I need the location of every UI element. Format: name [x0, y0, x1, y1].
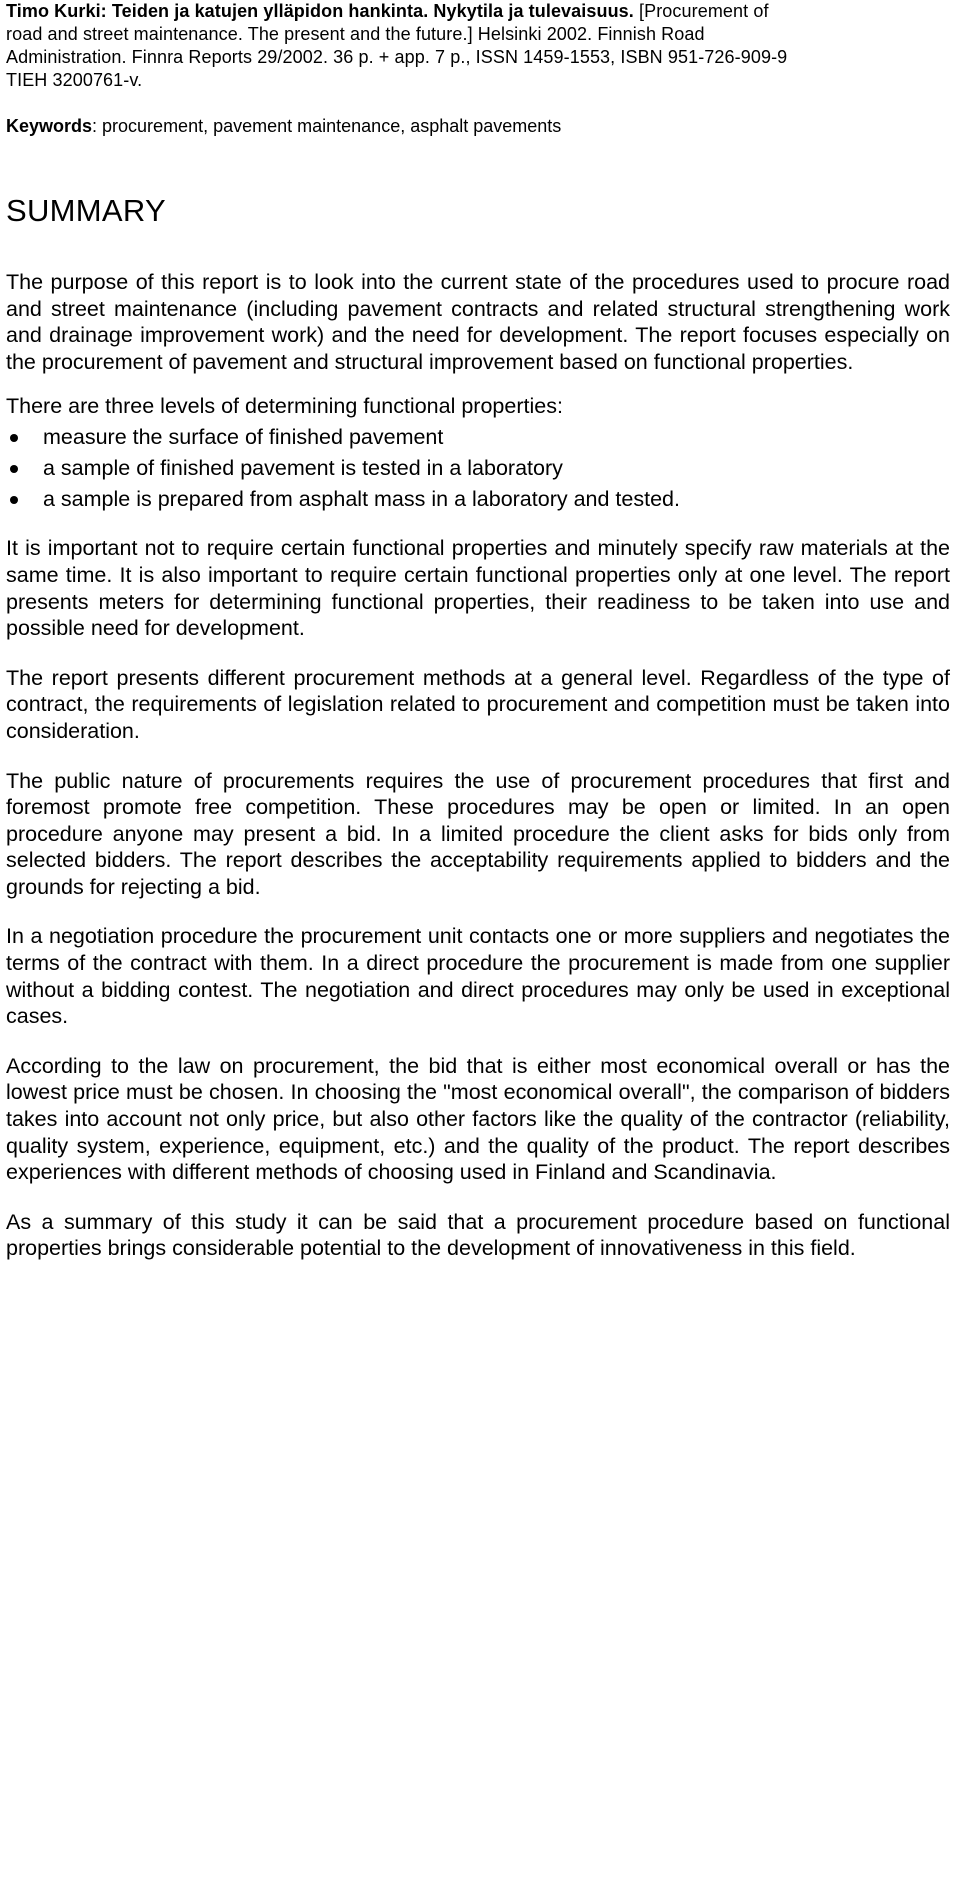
summary-heading: SUMMARY [6, 193, 166, 228]
bullet-icon [10, 496, 18, 504]
keywords-label: Keywords [6, 116, 93, 136]
functional-levels-list [6, 424, 950, 512]
paragraph-methods: The report presents different procurement methods at a general level. Regardless of the type of contract, the requirements of legislation related to procurement and competition must be taken into consideration. [6, 665, 950, 743]
publication-details: [Procurement of road and street maintenance. The present and the future.] Helsinki 2002. Finnish Road Administration. Finnra Reports 29/2002. 36 p. + app. 7 p., ISSN 1459-1553, ISBN 951-726-909-9 TIEH 3200761-v. [6, 1, 788, 90]
list-item-text: a sample is prepared from asphalt mass in a laboratory and tested. [43, 486, 680, 511]
paragraph-selection-law: According to the law on procurement, the bid that is either most economical overall or has the lowest price must be chosen. In choosing the "most economical overall", the comparison of bidders takes into account not only price, but also other factors like the quality of the contractor (reliability, quality system, experience, equipment, etc.) and the quality of the product. The report describes experiences with different methods of choosing used in Finland and Scandinavia. [6, 1053, 950, 1185]
bibliographic-reference [6, 0, 806, 92]
list-item [6, 486, 950, 513]
paragraph-levels-intro: There are three levels of determining functional properties: [6, 394, 563, 419]
list-item-text: measure the surface of finished pavement [43, 424, 444, 449]
paragraph-public-nature: The public nature of procurements requires the use of procurement procedures that first and foremost promote free competition. These procedures may be open or limited. In an open procedure anyone may present a bid. In a limited procedure the client asks for bids only from selected bidders. The report describes the acceptability requirements applied to bidders and the grounds for rejecting a bid. [6, 768, 950, 899]
list-item-text: a sample of finished pavement is tested in a laboratory [43, 455, 563, 480]
list-item [6, 424, 950, 451]
paragraph-negotiation: In a negotiation procedure the procurement unit contacts one or more suppliers and negotiates the terms of the contract with them. In a direct procedure the procurement is made from one supplier without a bidding contest. The negotiation and direct procedures may only be used in exceptional cases. [6, 924, 950, 1029]
bullet-icon [10, 434, 18, 442]
document-page [6, 0, 950, 1262]
author-and-title: Timo Kurki: Teiden ja katujen ylläpidon hankinta. Nykytila ja tulevaisuus. [6, 1, 634, 21]
list-item [6, 455, 950, 482]
paragraph-conclusion: As a summary of this study it can be said that a procurement procedure based on functional properties brings considerable potential to the development of innovativeness in this field. [6, 1209, 950, 1261]
keywords-line [6, 115, 950, 138]
keywords-text: : procurement, pavement maintenance, asphalt pavements [92, 116, 562, 136]
paragraph-requirements: It is important not to require certain functional properties and minutely specify raw materials at the same time. It is also important to require certain functional properties only at one level. The report presents meters for determining functional properties, their readiness to be taken into use and possible need for development. [6, 536, 950, 641]
bullet-icon [10, 465, 18, 473]
paragraph-purpose: The purpose of this report is to look into the current state of the procedures used to procure road and street maintenance (including pavement contracts and related structural strengthening work and drainage improvement work) and the need for development. The report focuses especially on the procurement of pavement and structural improvement based on functional properties. [6, 270, 950, 374]
